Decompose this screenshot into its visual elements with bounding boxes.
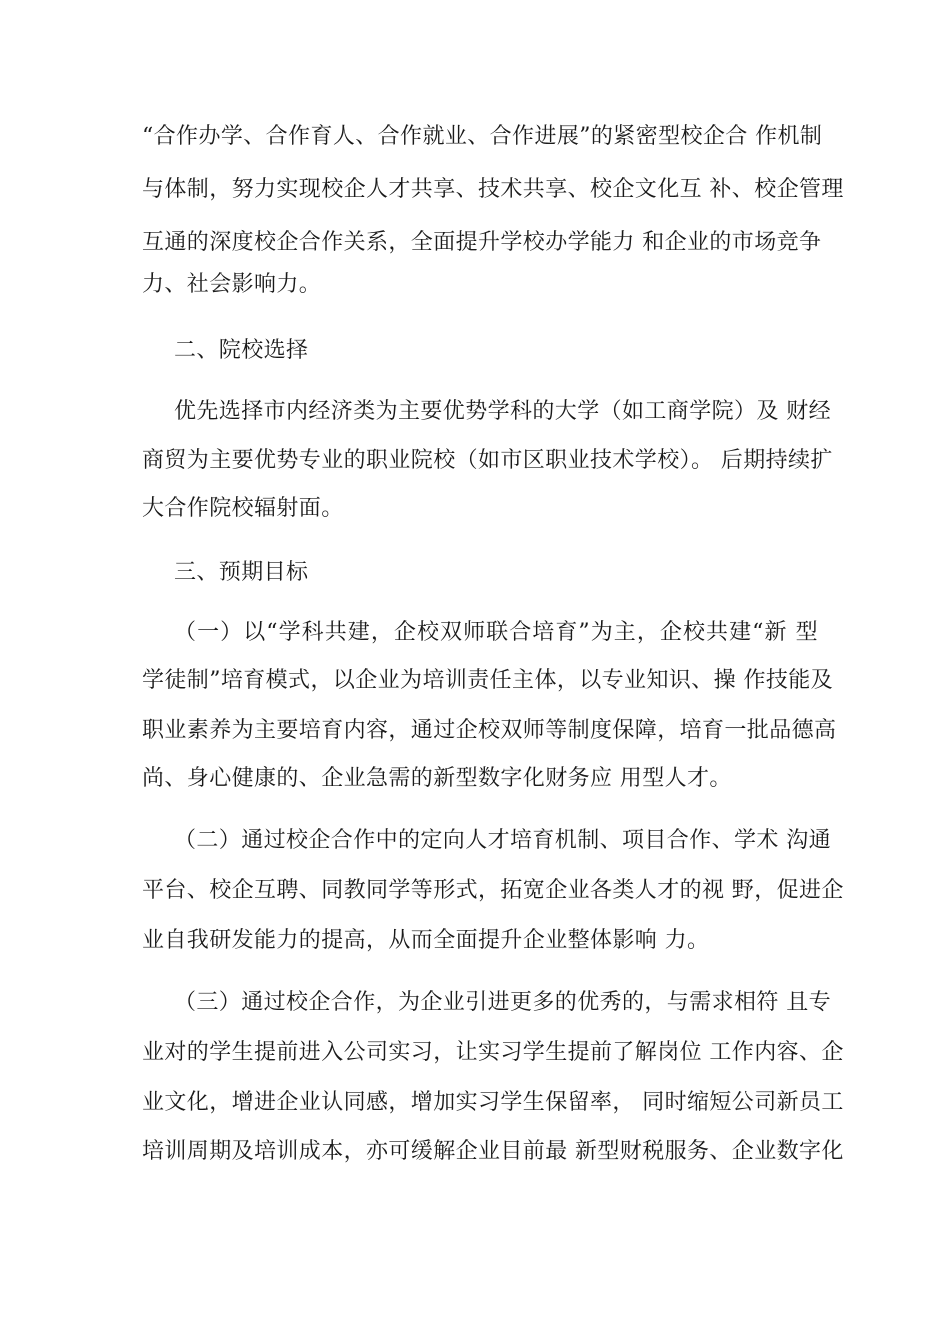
paragraph-line: 力、社会影响力。 <box>142 272 322 297</box>
paragraph-line: （三）通过校企合作，为企业引进更多的优秀的，与需求相符 且专 <box>174 990 831 1015</box>
section-heading: 二、院校选择 <box>174 338 309 363</box>
paragraph-line: 与体制，努力实现校企人才共享、技术共享、校企文化互 补、校企管理 <box>142 177 844 202</box>
paragraph-line: 职业素养为主要培育内容，通过企校双师等制度保障，培育一批品德高 <box>142 718 837 743</box>
paragraph-line: “合作办学、合作育人、合作就业、合作进展”的紧密型校企合 作机制 <box>142 124 823 149</box>
paragraph-line: 学徒制”培育模式，以企业为培训责任主体，以专业知识、操 作技能及 <box>142 668 834 693</box>
paragraph-line: 业对的学生提前进入公司实习，让实习学生提前了解岗位 工作内容、企 <box>142 1040 844 1065</box>
paragraph-line: （二）通过校企合作中的定向人才培育机制、项目合作、学术 沟通 <box>174 828 831 853</box>
paragraph-line: 大合作院校辐射面。 <box>142 496 344 521</box>
paragraph-line: 业自我研发能力的提高，从而全面提升企业整体影响 力。 <box>142 928 710 953</box>
paragraph-line: 业文化，增进企业认同感，增加实习学生保留率， 同时缩短公司新员工 <box>142 1090 844 1115</box>
paragraph-line: 尚、身心健康的、企业急需的新型数字化财务应 用型人才。 <box>142 766 732 791</box>
paragraph-line: 优先选择市内经济类为主要优势学科的大学（如工商学院）及 财经 <box>174 399 831 424</box>
paragraph-line: 互通的深度校企合作关系，全面提升学校办学能力 和企业的市场竞争 <box>142 230 822 255</box>
paragraph-line: （一）以“学科共建，企校双师联合培育”为主，企校共建“新 型 <box>174 620 818 645</box>
paragraph-line: 培训周期及培训成本，亦可缓解企业目前最 新型财税服务、企业数字化 <box>142 1139 844 1164</box>
paragraph-line: 商贸为主要优势专业的职业院校（如市区职业技术学校）。 后期持续扩 <box>142 448 833 473</box>
section-heading: 三、预期目标 <box>174 560 309 585</box>
paragraph-line: 平台、校企互聘、同教同学等形式，拓宽企业各类人才的视 野，促进企 <box>142 878 844 903</box>
